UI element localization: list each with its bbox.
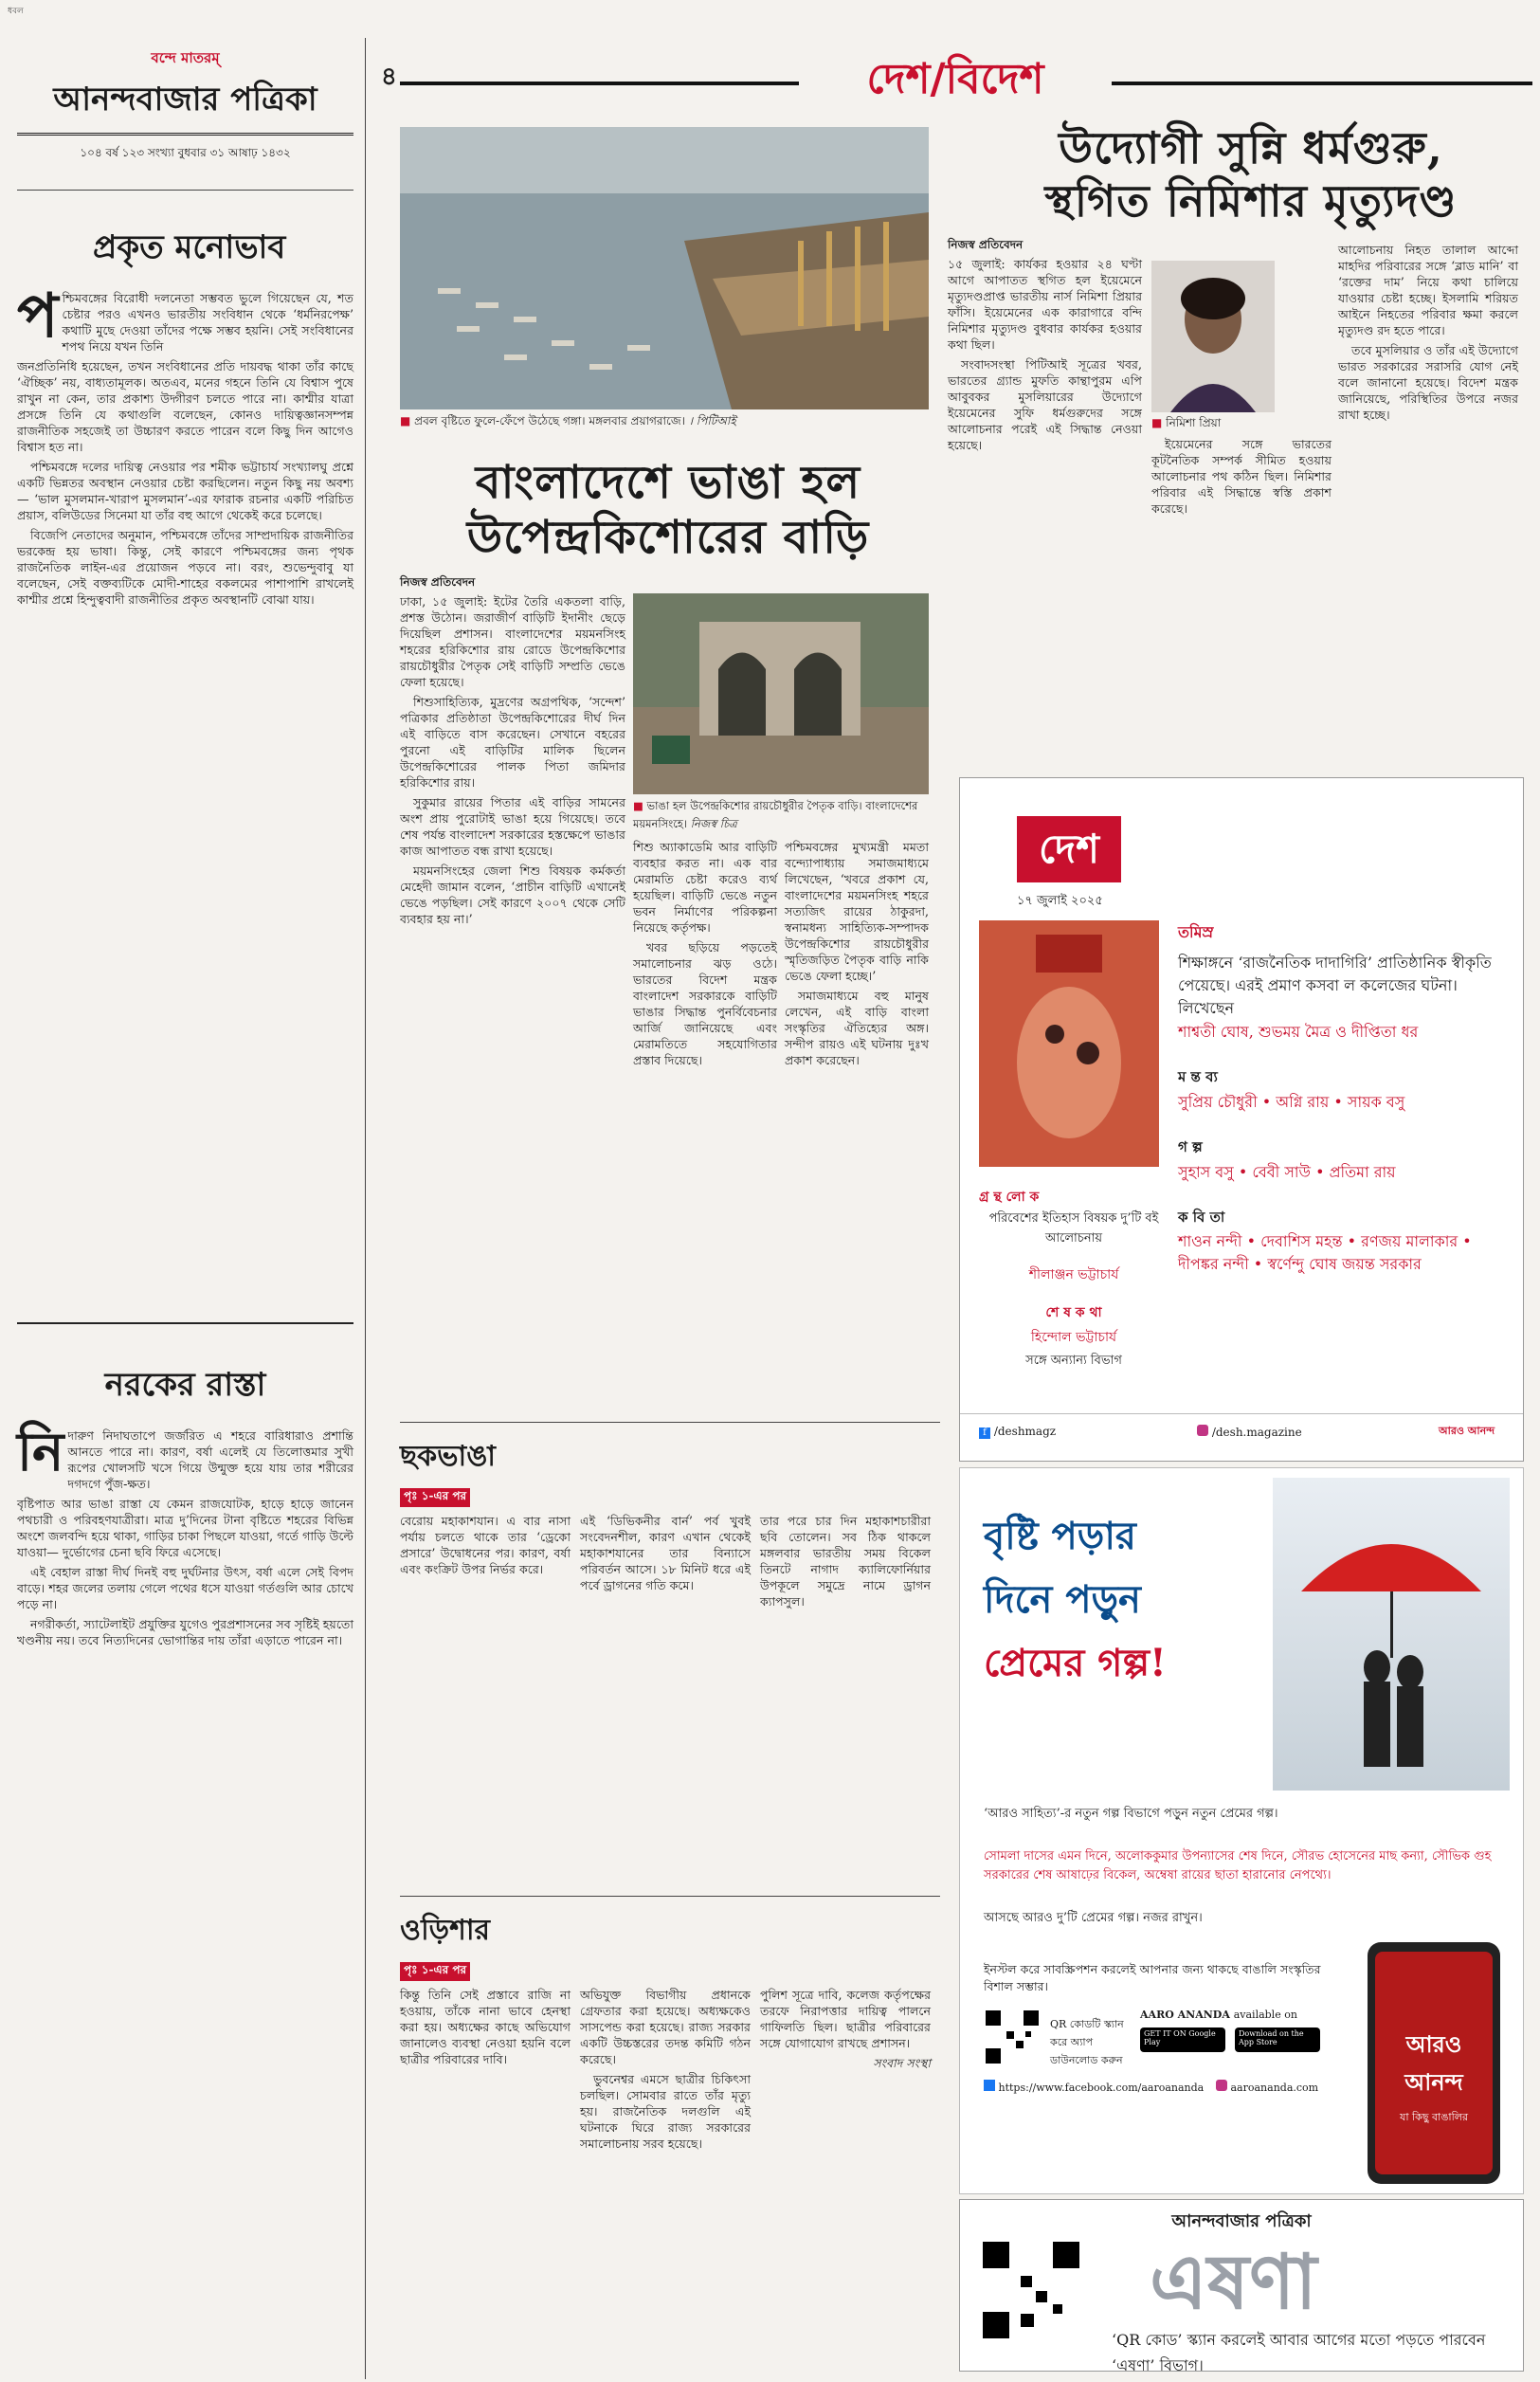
editorial-body bbox=[17, 1421, 353, 1648]
phone-brand: আরও আনন্দ bbox=[1404, 2030, 1463, 2096]
sheshkatha-label: শে ষ ক থা bbox=[1045, 1305, 1102, 1320]
umbrella-illustration bbox=[1273, 1478, 1510, 1791]
qr-code-icon[interactable] bbox=[984, 2009, 1041, 2065]
qr-art bbox=[984, 2009, 1041, 2065]
google-play-button[interactable]: GET IT ON Google Play bbox=[1140, 2027, 1225, 2052]
rain-site[interactable] bbox=[1216, 2080, 1318, 2094]
paragraph: বেরোয় মহাকাশযান। এ বার নাসা পর্যায় চলতে থাকে তার ‘ড্রেকো প্রসারে’ উদ্বোধনের পর। কারণ, বর্ষা এবং কংক্রিট উপর নির্ভর করে। bbox=[400, 1514, 571, 1576]
rain-sub: ‘আরও সাহিত্য’-র নতুন গল্প বিভাগে পড়ুন নতুন প্রেমের গল্প। bbox=[984, 1807, 1278, 1821]
desh-date: ১৭ জুলাই ২০২৫ bbox=[1017, 894, 1103, 908]
paragraph: এই বেহাল রাস্তা দীর্ঘ দিনই বহু দুর্ঘটনার উৎস, বর্ষা এলে সেই বিপদ বাড়ে। শহর জলের তলায় গেলে পথের ধসে যাওয়া গর্তগুলি আর চোখে পড়ে না। bbox=[17, 1565, 353, 1611]
rain-install: ইনস্টল করে সাবস্ক্রিপশন করলেই আপনার জন্য থাকছে বাঙালি সংস্কৃতির বিশাল সম্ভার। bbox=[984, 1962, 1321, 1993]
paragraph: শিশুসাহিত্যিক, মুদ্রণের অগ্রপথিক, ‘সন্দেশ’ পত্রিকার প্রতিষ্ঠাতা উপেন্দ্রকিশোরের দীর্ঘ দিন এই বাড়িতে বাস করেছেন। সেখানে বহরের পুরনো এই বাড়িটির মালিক ছিলেন উপেন্দ্রকিশোরের পালক পিতা জমিদার হরিকিশোর রায়। bbox=[400, 695, 625, 790]
instagram-icon bbox=[1216, 2080, 1227, 2091]
paragraph: ময়মনসিংহের জেলা শিশু বিষয়ক কর্মকর্তা মেহেদী জামান বলেন, ‘প্রাচীন বাড়িটি এখানেই ভেঙে পড়ছিল। সেই কারণে ২০০৭ থেকে সেটি ব্যবহার হয় না।’ bbox=[400, 864, 625, 926]
site-link: aaroananda.com bbox=[1230, 2082, 1319, 2094]
facebook-icon bbox=[984, 2080, 995, 2091]
facebook-icon: f bbox=[979, 1427, 990, 1439]
editorial-title: নরকের রাস্তা bbox=[104, 1366, 266, 1404]
paragraph: বিজেপি নেতাদের অনুমান, পশ্চিমবঙ্গে তাঁদের সাম্প্রদায়িক রাজনীতির ভরকেন্দ্র হয় ভাষা। কিন্তু, সেই কারণে পশ্চিমবঙ্গের জন্য পৃথক রাজনৈতিক লাইন-এর প্রয়োজন পড়বে না। বরং, শুভেন্দুবাবু যা বলেছেন, সেই বক্তব্যটিকে মোদী-শাহের বকলমের পাশাপাশি রাখলেই কাশ্মীর প্রশ্নে হিন্দুত্ববাদী রাজনীতির প্রকৃত অবস্থানটি বোঝা যায়। bbox=[17, 528, 353, 607]
granthalok-text: পরিবেশের ইতিহাস বিষয়ক দু’টি বই আলোচনায় bbox=[988, 1211, 1159, 1246]
tiny-top-text: ধবল bbox=[8, 7, 24, 16]
aaro-ananda-brand bbox=[1140, 2009, 1297, 2021]
tamishra-label: তমিস্র bbox=[1178, 923, 1214, 941]
odisha-col-2 bbox=[580, 1987, 751, 2155]
bangladesh-headline bbox=[408, 455, 929, 565]
caption-marker: ■ bbox=[400, 414, 411, 427]
kobita-authors: শাওন নন্দী • দেবাশিস মহন্ত • রণজয় মালাকার • দীপঙ্কর নন্দী • স্বর্ণেন্দু ঘোষ জয়ন্ত সরকার bbox=[1178, 1232, 1472, 1273]
kobita-label: ক বি তা bbox=[1178, 1209, 1225, 1226]
paragraph: ইয়েমেনের সঙ্গে ভারতের কূটনৈতিক সম্পর্ক সীমিত হওয়ায় আলোচনার পথ কঠিন ছিল। নিমিশার পরিবার এই সিদ্ধান্তে স্বস্তি প্রকাশ করেছে। bbox=[1151, 437, 1332, 516]
masthead: আনন্দবাজার পত্রিকা bbox=[17, 75, 353, 136]
paragraph: পশ্চিমবঙ্গের মুখ্যমন্ত্রী মমতা বন্দ্যোপাধ্যায় সমাজমাধ্যমে লিখেছেন, ‘খবরে প্রকাশ যে, বাংলাদেশের ময়মনসিংহ শহরে সত্যজিৎ রায়ের ঠাকুরদা, স্বনামধন্য সাহিত্যিক-সম্পাদক উপেন্দ্রকিশোর রায়চৌধুরীর স্মৃতিজড়িত পৈতৃক বাড়ি নাকি ভেঙে ফেলা হচ্ছে।’ bbox=[785, 840, 929, 983]
odishar-title: ওড়িশার bbox=[400, 1914, 491, 1947]
paragraph: সুকুমার রায়ের পিতার এই বাড়ির সামনের অংশ প্রায় পুরোটাই ভাঙা হয়ে গিয়েছে। তবে শেষ পর্যন্ত বাংলাদেশ সরকারের হস্তক্ষেপে ভাঙার কাজ আপাতত বন্ধ রাখা হয়েছে। bbox=[400, 795, 625, 858]
eshona-box[interactable] bbox=[959, 2199, 1524, 2372]
paragraph: সমাজমাধ্যমে বহু মানুষ লেখেন, এই বাড়ি বাংলা সংস্কৃতির ঐতিহ্যের অঙ্গ। সন্দীপ রায়ও এই ঘটনায় দুঃখ প্রকাশ করেছেন। bbox=[785, 989, 929, 1067]
paragraph: এই ‘ডিভিকনীর বার্ন’ পর্ব খুবই সংবেদনশীল, কারণ এখান থেকেই মহাকাশযানের তার বিন্যাসে পরিবর্তন আসে। ১৮ মিনিট ধরে এই পর্বে ড্রাগনের গতি কমে। bbox=[580, 1514, 751, 1592]
golpo-label: গ ল্প bbox=[1178, 1138, 1203, 1155]
rain-fb[interactable] bbox=[984, 2080, 1204, 2094]
portrait-caption: ■ নিমিশা প্রিয়া bbox=[1151, 416, 1222, 429]
divider bbox=[17, 1322, 353, 1324]
mantabya-authors: সুপ্রিয় চৌধুরী • অগ্নি রায় • সায়ক বসু bbox=[1178, 1093, 1405, 1111]
photo-caption: ■ প্রবল বৃষ্টিতে ফুলে-ফেঁপে উঠেছে গঙ্গা। মঙ্গলবার প্রয়াগরাজে। । পিটিআই bbox=[400, 414, 736, 427]
desh-cover bbox=[979, 920, 1159, 1167]
eshona-qr-icon[interactable] bbox=[979, 2238, 1083, 2342]
rain-more: আসছে আরও দু’টি প্রেমের গল্প। নজর রাখুন। bbox=[984, 1911, 1203, 1925]
editorial-2 bbox=[17, 1360, 353, 1652]
odisha-col-1 bbox=[400, 1987, 571, 2155]
desh-others: সঙ্গে অন্যান্য বিভাগ bbox=[1025, 1354, 1122, 1368]
bangladesh-col-2 bbox=[633, 839, 777, 1072]
caption-text: প্রবল বৃষ্টিতে ফুলে-ফেঁপে উঠেছে গঙ্গা। মঙ্গলবার প্রয়াগরাজে। bbox=[414, 414, 685, 427]
divider bbox=[400, 1896, 940, 1897]
bangladesh-col-1 bbox=[400, 593, 625, 931]
section-title: দেশ/বিদেশ bbox=[799, 55, 1112, 104]
headline-1: বৃষ্টি পড়ার bbox=[984, 1514, 1136, 1558]
eshona-text: ‘QR কোড’ স্ক্যান করলেই আবার আগের মতো পড়তে পারবেন ‘এষণা’ বিভাগ। bbox=[1112, 2331, 1486, 2374]
paragraph: তার পরে চার দিন মহাকাশচারীরা ছবি তোলেন। সব ঠিক থাকলে মঙ্গলবার ভারতীয় সময় বিকেল তিনটে নাগাদ ক্যালিফোর্নিয়ার উপকূলে সমুদ্রে নামে ড্রাগন ক্যাপসুল। bbox=[760, 1514, 931, 1609]
fb-link: https://www.facebook.com/aaroananda bbox=[998, 2082, 1205, 2094]
paragraph: আলোচনায় নিহত তালাল আব্দো মাহদির পরিবারের সঙ্গে ‘ব্লাড মানি’ বা ‘রক্তের দাম’ নিয়ে কথা চালিয়ে যাওয়ার চেষ্টা হচ্ছে। ইসলামি শরিয়ত আইনে নিহতের পরিবার ক্ষমা করলে মৃত্যুদণ্ড রদ হতে পারে। bbox=[1338, 243, 1518, 337]
odisha-col-3 bbox=[760, 1987, 931, 2155]
divider bbox=[960, 1413, 1523, 1414]
motto: বন্দে মাতরম্ bbox=[151, 49, 220, 66]
house-caption-credit: নিজস্ব চিত্র bbox=[690, 817, 737, 830]
paragraph: পুলিশ সূত্রে দাবি, কলেজ কর্তৃপক্ষের তরফে নিরাপত্তার দায়িত্ব পালনে গাফিলতি ছিল। ছাত্রীর পরিবারের সঙ্গে যোগাযোগ রাখছে প্রশাসন। bbox=[760, 1988, 931, 2050]
umbrella-art bbox=[1273, 1478, 1510, 1791]
house-caption: ■ ভাঙা হল উপেন্দ্রকিশোর রায়চৌধুরীর পৈতৃক বাড়ি। বাংলাদেশের ময়মনসিংহে। নিজস্ব চিত্র bbox=[633, 799, 918, 830]
editorial-1 bbox=[17, 223, 353, 611]
flood-photo bbox=[400, 127, 929, 409]
paragraph: অভিযুক্ত বিভাগীয় প্রধানকে গ্রেফতার করা হয়েছে। অধ্যক্ষকেও সাসপেন্ড করা হয়েছে। রাজ্য সরকার একটি উচ্চস্তরের তদন্ত কমিটি গঠন করেছে। bbox=[580, 1988, 751, 2066]
chhok-col-2 bbox=[580, 1513, 751, 1613]
headline-3: প্রেমের গল্প! bbox=[984, 1641, 1167, 1685]
paragraph: পশ্চিমবঙ্গে দলের দায়িত্ব নেওয়ার পর শমীক ভট্টাচার্য সংখ্যালঘু প্রশ্নে একটি ভিন্নতর অবস্থান নেওয়ার চেষ্টা করছিলেন। নতুন কিছু নয় অবশ্য— ‘ভাল মুসলমান-খারাপ মুসলমান’-এর ফারাক রচনার একটি পরিচিত প্রয়াস, বলিউডের সিনেমা যা তাঁর বহু আগে থেকেই করে চলেছে। bbox=[17, 460, 353, 522]
headline-line-2: উপেন্দ্রকিশোরের বাড়ি bbox=[466, 511, 870, 564]
continued-badge[interactable]: পৃঃ ১-এর পর bbox=[400, 1962, 470, 1981]
headline-line-1: উদ্যোগী সুন্নি ধর্মগুরু, bbox=[1059, 122, 1443, 173]
qr-hint: QR কোডটি স্ক্যান করে অ্যাপ ডাউনলোড করুন bbox=[1050, 2018, 1124, 2066]
nimisha-headline bbox=[986, 121, 1516, 227]
tamishra-authors: শাশ্বতী ঘোষ, শুভময় মৈত্র ও দীপ্তিতা ধর bbox=[1178, 1023, 1419, 1041]
rain-ad[interactable] bbox=[959, 1467, 1524, 2194]
ig-handle: /desh.magazine bbox=[1211, 1426, 1302, 1439]
byline: নিজস্ব প্রতিবেদন bbox=[948, 238, 1024, 251]
house-photo-art bbox=[633, 593, 929, 794]
editorial-lead: শ্চিমবঙ্গের বিরোধী দলনেতা সম্ভবত ভুলে গিয়েছেন যে, শত চেষ্টার পরও এখনও ভারতীয় সংবিধান থেকে ‘ধর্মনিরপেক্ষ’ কথাটি মুছে দেওয়া তাঁদের পক্ষে সম্ভব হয়নি। সেই সংবিধানের শপথ নিয়ে যখন তিনি bbox=[62, 291, 353, 354]
desh-fb[interactable] bbox=[979, 1425, 1056, 1439]
editorial-title: প্রকৃত মনোভাব bbox=[93, 228, 286, 266]
editorial-lead: দারুণ নিদাঘতাপে জর্জরিত এ শহরে বারিধারাও প্রশান্তি আনতে পারে না। কারণ, বর্ষা এলেই যে তিলোত্তমার সুখী রূপের খোলসটি খসে গিয়ে উন্মুক্ত হয়ে যায় তার শরীরের দগদগে পুঁজ-ক্ষত। bbox=[67, 1428, 353, 1491]
desh-contents bbox=[1178, 920, 1510, 1276]
app-store-button[interactable]: Download on the App Store bbox=[1235, 2027, 1320, 2052]
paragraph: জনপ্রতিনিধি হয়েছেন, তখন সংবিধানের প্রতি দায়বদ্ধ থাকা তাঁর কাছে ‘ঐচ্ছিক’ নয়, বাধ্যতামূলক। অতএব, মনের গহনে তিনি যে বিশ্বাস পুষে রাখুন না কেন, তার প্রকাশ্য উদ্গীরণ চলতে পারে না। কাশ্মীর যাত্রা প্রসঙ্গে তিনি যে কথাগুলি বলেছেন, কোনও দায়িত্বজ্ঞানসম্পন্ন রাজনীতিক সহজেই তা উচ্চারণ করতে পারেন বলে কিছু দিন আগেও বিশ্বাস হত না। bbox=[17, 359, 353, 454]
divider bbox=[17, 190, 353, 191]
qr-art bbox=[979, 2238, 1083, 2342]
flood-photo-art bbox=[400, 127, 929, 409]
odishar-section bbox=[400, 1907, 940, 2155]
tamishra-text: শিক্ষাঙ্গনে ‘রাজনৈতিক দাদাগিরি’ প্রাতিষ্ঠানিক স্বীকৃতি পেয়েছে। এরই প্রমাণ কসবা ল কলেজের ঘটনা। লিখেছেন bbox=[1178, 954, 1492, 1017]
page-number: ৪ bbox=[381, 63, 397, 91]
dropcap: নি bbox=[17, 1421, 64, 1483]
nimisha-col-3 bbox=[1338, 242, 1518, 427]
paragraph: শিশু অ্যাকাডেমি আর বাড়িটি ব্যবহার করত না। এক বার মেরামতি চেষ্টা করেও ব্যর্থ হয়েছিল। বাড়িটি ভেঙে নতুন ভবন নির্মাণের পরিকল্পনা নিয়েছে কর্তৃপক্ষ। bbox=[633, 840, 777, 935]
masthead-block bbox=[17, 47, 353, 164]
paragraph: বৃষ্টিপাত আর ভাঙা রাস্তা যে কেমন রাজযোটক, হাড়ে হাড়ে জানেন পথচারী ও পরিবহণযাত্রীরা। মাত্র দু’দিনের টানা বৃষ্টিতে শহরের বিভিন্ন অংশে জলবন্দি হয়ে থাকা, গাড়ির চাকা পিছলে যাওয়া, গর্তে গাড়ি উল্টে যাওয়া— দুর্ভোগের চেনা ছবি ফিরে এসেছে। bbox=[17, 1497, 353, 1559]
bangladesh-col-3 bbox=[785, 839, 929, 1072]
fb-handle: /deshmagz bbox=[993, 1425, 1057, 1438]
house-caption-text: ভাঙা হল উপেন্দ্রকিশোর রায়চৌধুরীর পৈতৃক বাড়ি। বাংলাদেশের ময়মনসিংহে। bbox=[633, 799, 918, 830]
paragraph: ঢাকা, ১৫ জুলাই: ইটের তৈরি একতলা বাড়ি, প্রশস্ত উঠোন। জরাজীর্ণ বাড়িটি ইদানীং ছেড়ে দিয়েছিল প্রশাসন। বাংলাদেশের ময়মনসিংহ শহরের হরিকিশোর রায় রোডে উপেন্দ্রকিশোর রায়চৌধুরীর পৈতৃক সেই বাড়িটি সম্প্রতি ভেঙে ফেলা হয়েছে। bbox=[400, 594, 625, 689]
nimisha-portrait bbox=[1151, 261, 1275, 412]
phone-sub: যা কিছু বাঙালির bbox=[1400, 2111, 1468, 2123]
desh-logo: দেশ bbox=[1017, 816, 1121, 882]
headline-line-2: স্থগিত নিমিশার মৃত্যুদণ্ড bbox=[1044, 175, 1458, 227]
headline-2: দিনে পড়ুন bbox=[984, 1577, 1141, 1622]
house-photo bbox=[633, 593, 929, 794]
chhokbhanga-section bbox=[400, 1433, 940, 1613]
eshona-brand: আনন্দবাজার পত্রিকা bbox=[1171, 2211, 1312, 2231]
cover-art bbox=[979, 920, 1159, 1167]
instagram-icon bbox=[1197, 1425, 1208, 1436]
chhok-col-3 bbox=[760, 1513, 931, 1613]
paragraph: খবর ছড়িয়ে পড়তেই সমালোচনার ঝড় ওঠে। ভারতের বিদেশ মন্ত্রক বাংলাদেশ সরকারকে বাড়িটি ভাঙার সিদ্ধান্ত পুনর্বিবেচনার আর্জি জানিয়েছে এবং মেরামতিতে সহযোগিতার প্রস্তাব দিয়েছে। bbox=[633, 940, 777, 1067]
golpo-authors: সুহাস বসু • বেবী সাউ • প্রতিমা রায় bbox=[1178, 1163, 1396, 1181]
issue-line: ১০৪ বর্ষ ১২৩ সংখ্যা বুধবার ৩১ আষাঢ় ১৪৩২ bbox=[80, 146, 291, 159]
chhokbhanga-title: ছকভাঙা bbox=[400, 1440, 496, 1473]
available: available on bbox=[1233, 2009, 1297, 2021]
chhok-col-1 bbox=[400, 1513, 571, 1613]
portrait-art bbox=[1151, 261, 1275, 412]
continued-badge[interactable]: পৃঃ ১-এর পর bbox=[400, 1488, 470, 1507]
brand: AARO ANANDA bbox=[1140, 2009, 1230, 2021]
eshona-logo: এষণা bbox=[1150, 2237, 1317, 2326]
phone-screen bbox=[1375, 1952, 1493, 2174]
desh-ig[interactable] bbox=[1197, 1425, 1302, 1439]
nimisha-col-2 bbox=[1151, 436, 1332, 520]
portrait-caption-text: নিমিশা প্রিয়া bbox=[1166, 416, 1222, 429]
paragraph: কিন্তু তিনি সেই প্রস্তাবে রাজি না হওয়ায়, তাঁকে নানা ভাবে হেনস্থা করা হয়। অধ্যক্ষের কাছে অভিযোগ জানালেও ব্যবস্থা নেওয়া হয়নি বলে ছাত্রীর পরিবারের দাবি। bbox=[400, 1988, 571, 2066]
desh-ad[interactable] bbox=[959, 777, 1524, 1462]
rain-headline bbox=[984, 1506, 1268, 1697]
paragraph: ভুবনেশ্বর এমসে ছাত্রীর চিকিৎসা চলছিল। সোমবার রাতে তাঁর মৃত্যু হয়। রাজনৈতিক দলগুলি এই ঘটনাকে ঘিরে রাজ্য সরকারের সমালোচনায় সরব হয়েছে। bbox=[580, 2072, 751, 2151]
credit: সংবাদ সংস্থা bbox=[873, 2056, 931, 2070]
editorial-body bbox=[17, 281, 353, 608]
paragraph: নগরীকর্তা, স্যাটেলাইট প্রযুক্তির যুগেও পুরপ্রশাসনের সব সৃষ্টিই হয়তো খণ্ডনীয় নয়। তবে নিত্যদিনের ভোগান্তির দায় তাঁরা এড়াতে পারেন না। bbox=[17, 1617, 353, 1647]
dropcap: প bbox=[17, 281, 59, 352]
granthalok-author: শীলাঞ্জন ভট্টাচার্য bbox=[1028, 1267, 1119, 1282]
sheshkatha-author: হিন্দোল ভট্টাচার্য bbox=[1030, 1330, 1117, 1345]
byline: নিজস্ব প্রতিবেদন bbox=[400, 575, 476, 589]
granthalok-label: গ্র ন্থ লো ক bbox=[979, 1190, 1040, 1205]
caption-credit: পিটিআই bbox=[696, 414, 736, 427]
rain-body: সোমলা দাসের এমন দিনে, অলোককুমার উপন্যাসের শেষ দিনে, সৌরভ হোসেনের মাছ কন্যা, সৌভিক গুহ সরকারের শেষ আষাঢ়ের বিকেল, অম্বেষা রায়ের ছাতা হারানোর নেপথ্যে। bbox=[984, 1849, 1492, 1882]
aro-small: আরও আনন্দ bbox=[1439, 1425, 1495, 1437]
paragraph: সংবাদসংস্থা পিটিআই সূত্রের খবর, ভারতের গ্র্যান্ড মুফতি কান্থাপুরম এপি আবুবকর মুসলিয়ারের উদ্যোগে ইয়েমেনের সুফি ধর্মগুরুদের সঙ্গে আলোচনার পরেই এই সিদ্ধান্ত নেওয়া হয়েছে। bbox=[948, 357, 1142, 452]
paragraph: তবে মুসলিয়ার ও তাঁর এই উদ্যোগে ভারত সরকারের সরাসরি যোগ নেই বলে জানানো হয়েছে। বিদেশ মন্ত্রক জানিয়েছে, পরিস্থিতির উপরে নজর রাখা হচ্ছে। bbox=[1338, 343, 1518, 422]
nimisha-col-1 bbox=[948, 256, 1142, 457]
paragraph: ১৫ জুলাই: কার্যকর হওয়ার ২৪ ঘণ্টা আগে আপাতত স্থগিত হল ইয়েমেনে মৃত্যুদণ্ডপ্রাপ্ত ভারতীয় নার্স নিমিশা প্রিয়ার ফাঁসি। ইয়েমেনের এক কারাগারে বন্দি নিমিশার মৃত্যুদণ্ড বুধবার কার্যকর হওয়ার কথা ছিল। bbox=[948, 257, 1142, 352]
mantabya-label: ম ন্ত ব্য bbox=[1178, 1068, 1218, 1085]
phone-mockup bbox=[1368, 1942, 1500, 2184]
headline-line-1: বাংলাদেশে ভাঙা হল bbox=[475, 456, 861, 509]
column-rule bbox=[365, 38, 366, 2379]
divider bbox=[400, 1422, 940, 1423]
